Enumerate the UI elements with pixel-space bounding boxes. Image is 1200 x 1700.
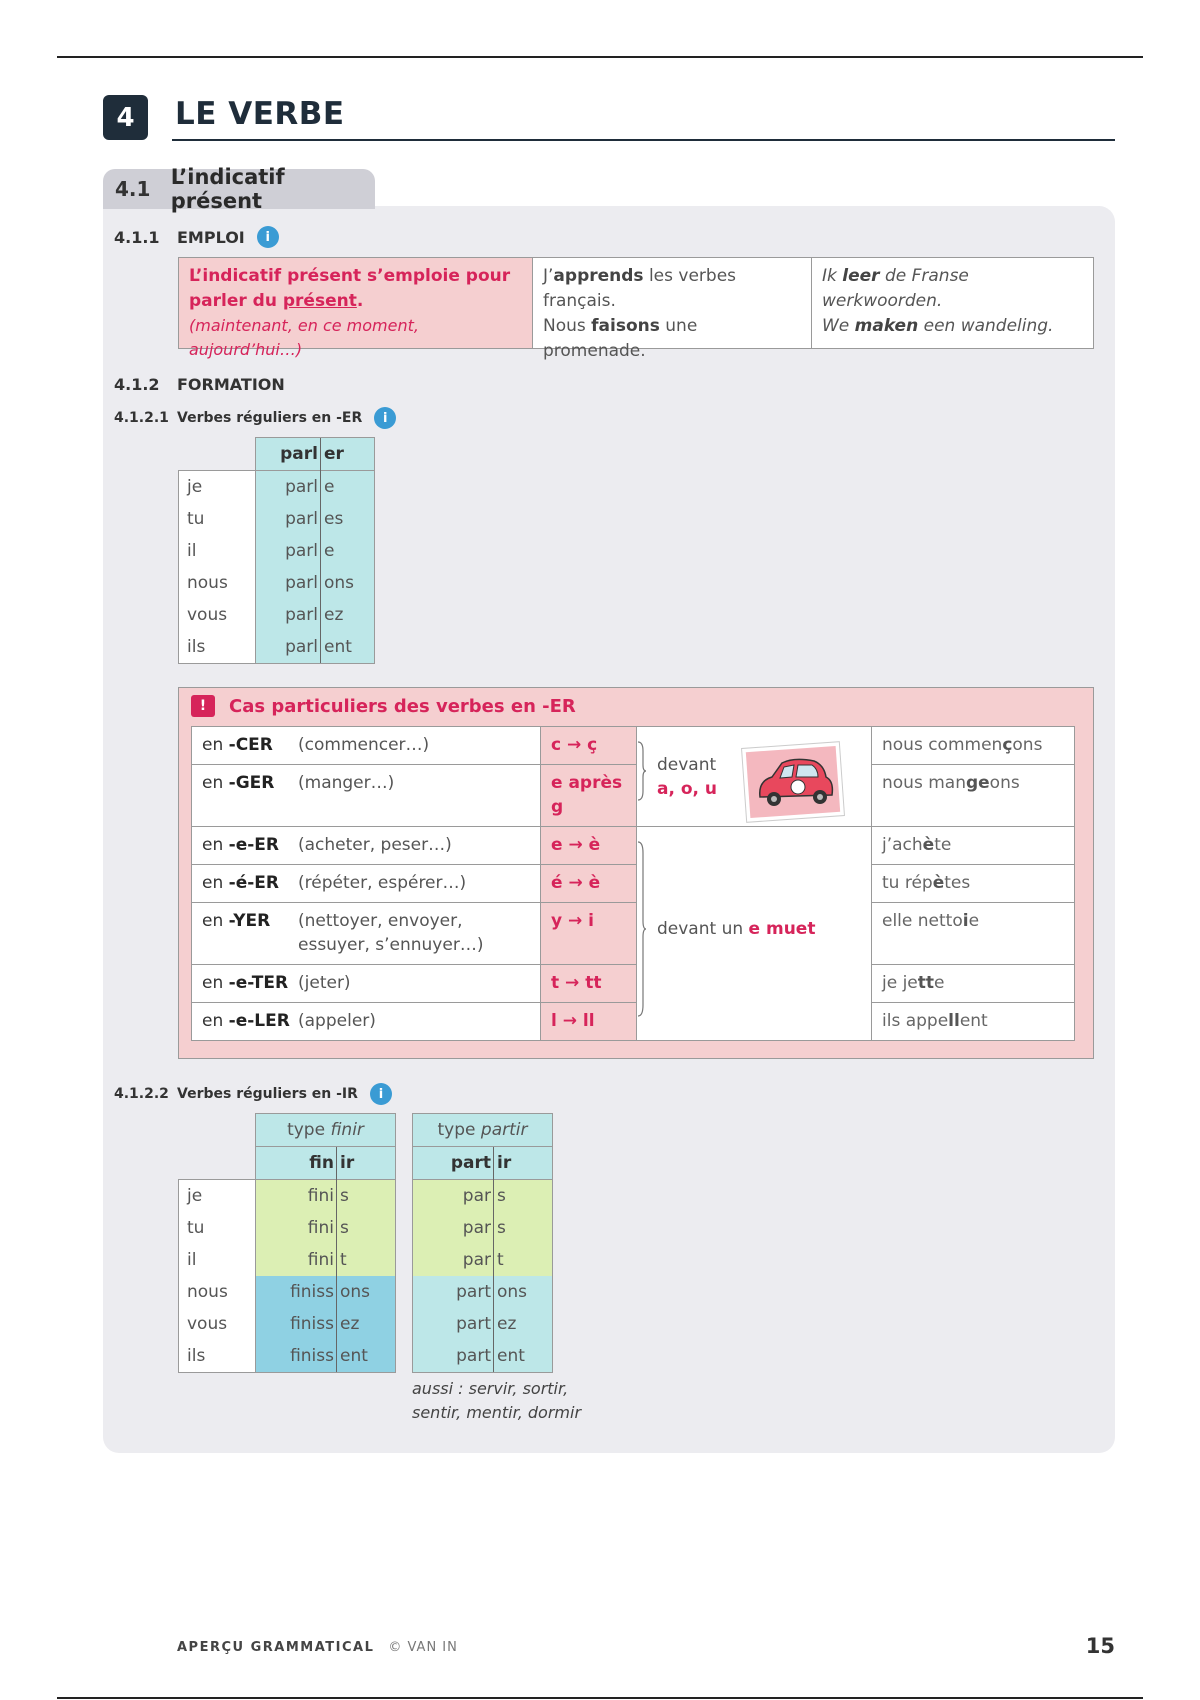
finir-type-row	[179, 1114, 396, 1147]
table-row	[192, 865, 1075, 903]
stem: parl	[256, 631, 321, 664]
special-cases-title: Cas particuliers des verbes en -ER	[229, 695, 576, 717]
emploi-nl-examples	[812, 258, 1093, 348]
er-title: Verbes réguliers en -ER	[177, 410, 363, 426]
emploi-table	[178, 257, 1094, 361]
ending: ons	[494, 1276, 553, 1308]
ending: ent	[494, 1340, 553, 1373]
table-row	[192, 903, 1075, 965]
pronoun: ils	[179, 1340, 256, 1373]
emploi-rule	[189, 264, 522, 314]
pronoun: vous	[179, 599, 256, 631]
pronoun: nous	[179, 1276, 256, 1308]
ending-cell: en -e-TER (jeter)	[192, 965, 541, 1003]
table-row	[413, 1308, 553, 1340]
emploi-rule-cell	[179, 258, 533, 359]
example-cell: nous commençons	[872, 727, 1075, 765]
stem: fini	[256, 1212, 337, 1244]
nl-example-2: We maken een wandeling.	[822, 316, 1054, 336]
finir-infinitive-row	[179, 1147, 396, 1180]
special-cases-box	[178, 687, 1094, 1059]
ending-cell: en -GER (manger…)	[192, 765, 541, 827]
info-icon[interactable]: i	[374, 407, 396, 429]
finir-infinitive-stem: fin	[256, 1147, 337, 1180]
top-rule	[57, 56, 1143, 58]
ending: ons	[321, 567, 375, 599]
table-row	[179, 1276, 396, 1308]
ending: s	[337, 1212, 396, 1244]
info-icon[interactable]: i	[370, 1083, 392, 1105]
formation-title: FORMATION	[177, 375, 285, 394]
ending: ons	[337, 1276, 396, 1308]
partir-type-label: type partir	[413, 1114, 553, 1147]
ending-cell: en -e-ER (acheter, peser…)	[192, 827, 541, 865]
table-row	[192, 1003, 1075, 1041]
car-illustration	[738, 737, 846, 825]
table-row	[179, 1244, 396, 1276]
stem: par	[413, 1244, 494, 1276]
ending: s	[494, 1180, 553, 1213]
table-row	[192, 827, 1075, 865]
pronoun: je	[179, 471, 256, 504]
context-cell-vowels	[637, 727, 872, 827]
table-row	[179, 1340, 396, 1373]
change-cell: e → è	[541, 827, 637, 865]
ending: ez	[321, 599, 375, 631]
table-row	[179, 599, 375, 631]
stem: par	[413, 1212, 494, 1244]
chapter-underline	[172, 139, 1115, 141]
fr-example-2: Nous faisons une promenade.	[543, 316, 698, 361]
table-row	[192, 965, 1075, 1003]
change-cell: e après g	[541, 765, 637, 827]
table-row	[192, 727, 1075, 765]
ending: e	[321, 535, 375, 567]
stem: finiss	[256, 1276, 337, 1308]
emploi-rule-underlined: présent	[282, 291, 357, 311]
ending-cell: en -CER (commencer…)	[192, 727, 541, 765]
ending: ent	[337, 1340, 396, 1373]
special-cases-heading	[191, 695, 576, 717]
section-title: L’indicatif présent	[170, 165, 285, 213]
pronoun: ils	[179, 631, 256, 664]
ending-cell: en -e-LER (appeler)	[192, 1003, 541, 1041]
emploi-rule-line1: L’indicatif présent s’emploie pour	[189, 266, 511, 286]
table-row	[179, 1212, 396, 1244]
partir-type-row	[413, 1114, 553, 1147]
partir-conjugation-table	[412, 1113, 553, 1373]
info-icon[interactable]: i	[257, 226, 279, 248]
partir-infinitive-row	[413, 1147, 553, 1180]
er-conjugation-table	[178, 437, 375, 664]
table-row	[179, 631, 375, 664]
pronoun: vous	[179, 1308, 256, 1340]
page-number: 15	[1085, 1634, 1115, 1658]
emploi-heading	[114, 226, 279, 248]
ending: t	[337, 1244, 396, 1276]
stem: finiss	[256, 1308, 337, 1340]
change-cell: é → è	[541, 865, 637, 903]
pronoun: il	[179, 535, 256, 567]
table-row	[413, 1276, 553, 1308]
partir-also-note: aussi : servir, sortir, sentir, mentir, dormir	[412, 1379, 582, 1422]
ending: e	[321, 471, 375, 504]
emploi-number: 4.1.1	[114, 227, 160, 247]
finir-type-label: type finir	[256, 1114, 396, 1147]
table-row	[179, 1180, 396, 1213]
chapter-title: LE VERBE	[175, 96, 345, 132]
ending: ent	[321, 631, 375, 664]
ending: ez	[494, 1308, 553, 1340]
er-heading	[114, 407, 396, 429]
formation-heading	[114, 375, 285, 394]
emploi-rule-line2: parler du	[189, 291, 283, 311]
er-infinitive-row	[179, 438, 375, 471]
table-row	[179, 535, 375, 567]
pronoun: je	[179, 1180, 256, 1213]
finir-conjugation-table	[178, 1113, 396, 1373]
ending: s	[494, 1212, 553, 1244]
stem: part	[413, 1340, 494, 1373]
emploi-rule-paren: (maintenant, en ce moment, aujourd’hui…)	[189, 316, 419, 359]
stem: part	[413, 1276, 494, 1308]
stem: finiss	[256, 1340, 337, 1373]
example-cell: ils appellent	[872, 1003, 1075, 1041]
stem: parl	[256, 471, 321, 504]
change-cell: y → i	[541, 903, 637, 965]
stem: parl	[256, 535, 321, 567]
section-tab	[103, 165, 375, 213]
ending: ez	[337, 1308, 396, 1340]
nl-example-1: Ik leer de Franse werkwoorden.	[822, 266, 969, 311]
er-infinitive-ending: er	[321, 438, 375, 471]
formation-number: 4.1.2	[114, 375, 160, 394]
emploi-fr-examples	[533, 258, 812, 361]
ir-number: 4.1.2.2	[114, 1086, 169, 1102]
footer-title: APERÇU GRAMMATICAL	[177, 1640, 375, 1655]
stem: part	[413, 1308, 494, 1340]
table-row	[413, 1244, 553, 1276]
footer-copyright: © VAN IN	[388, 1640, 458, 1655]
brace-icon	[637, 741, 647, 801]
fr-example-1: J’apprends les verbes français.	[543, 266, 737, 311]
chapter-number: 4	[103, 95, 148, 140]
stem: parl	[256, 503, 321, 535]
context-e-muet-text: devant un e muet	[657, 919, 816, 939]
bottom-rule	[57, 1697, 1143, 1699]
partir-infinitive-stem: part	[413, 1147, 494, 1180]
change-cell: l → ll	[541, 1003, 637, 1041]
table-row	[179, 471, 375, 504]
ir-heading	[114, 1083, 392, 1105]
er-infinitive-stem: parl	[256, 438, 321, 471]
warning-icon: !	[191, 695, 215, 717]
table-row	[192, 765, 1075, 827]
stem: fini	[256, 1180, 337, 1213]
ending: s	[337, 1180, 396, 1213]
context-cell-e-muet	[637, 827, 872, 1041]
ending-cell: en -YER (nettoyer, envoyer, essuyer, s’ennuyer…)	[192, 903, 541, 965]
example-cell: nous mangeons	[872, 765, 1075, 827]
ending: t	[494, 1244, 553, 1276]
pronoun: il	[179, 1244, 256, 1276]
partir-infinitive-ending: ir	[494, 1147, 553, 1180]
table-row	[179, 503, 375, 535]
table-row	[179, 1308, 396, 1340]
pronoun: tu	[179, 1212, 256, 1244]
example-cell: tu répètes	[872, 865, 1075, 903]
stem: parl	[256, 599, 321, 631]
example-cell: elle nettoie	[872, 903, 1075, 965]
table-row	[413, 1212, 553, 1244]
example-cell: je jette	[872, 965, 1075, 1003]
context-vowels-text: devant a, o, u	[657, 755, 718, 799]
emploi-rule-period: .	[356, 291, 364, 311]
finir-infinitive-ending: ir	[337, 1147, 396, 1180]
table-row	[413, 1180, 553, 1213]
pronoun: nous	[179, 567, 256, 599]
change-cell: c → ç	[541, 727, 637, 765]
table-row	[413, 1340, 553, 1373]
special-cases-table	[191, 726, 1075, 1041]
emploi-title: EMPLOI	[177, 227, 245, 247]
example-cell: j’achète	[872, 827, 1075, 865]
table-row	[179, 567, 375, 599]
stem: parl	[256, 567, 321, 599]
change-cell: t → tt	[541, 965, 637, 1003]
footer	[177, 1640, 458, 1655]
pronoun: tu	[179, 503, 256, 535]
ending-cell: en -é-ER (répéter, espérer…)	[192, 865, 541, 903]
section-number: 4.1	[115, 177, 151, 201]
brace-icon	[637, 841, 647, 1017]
ir-title: Verbes réguliers en -IR	[177, 1086, 358, 1102]
stem: par	[413, 1180, 494, 1213]
stem: fini	[256, 1244, 337, 1276]
ending: es	[321, 503, 375, 535]
er-number: 4.1.2.1	[114, 410, 169, 426]
